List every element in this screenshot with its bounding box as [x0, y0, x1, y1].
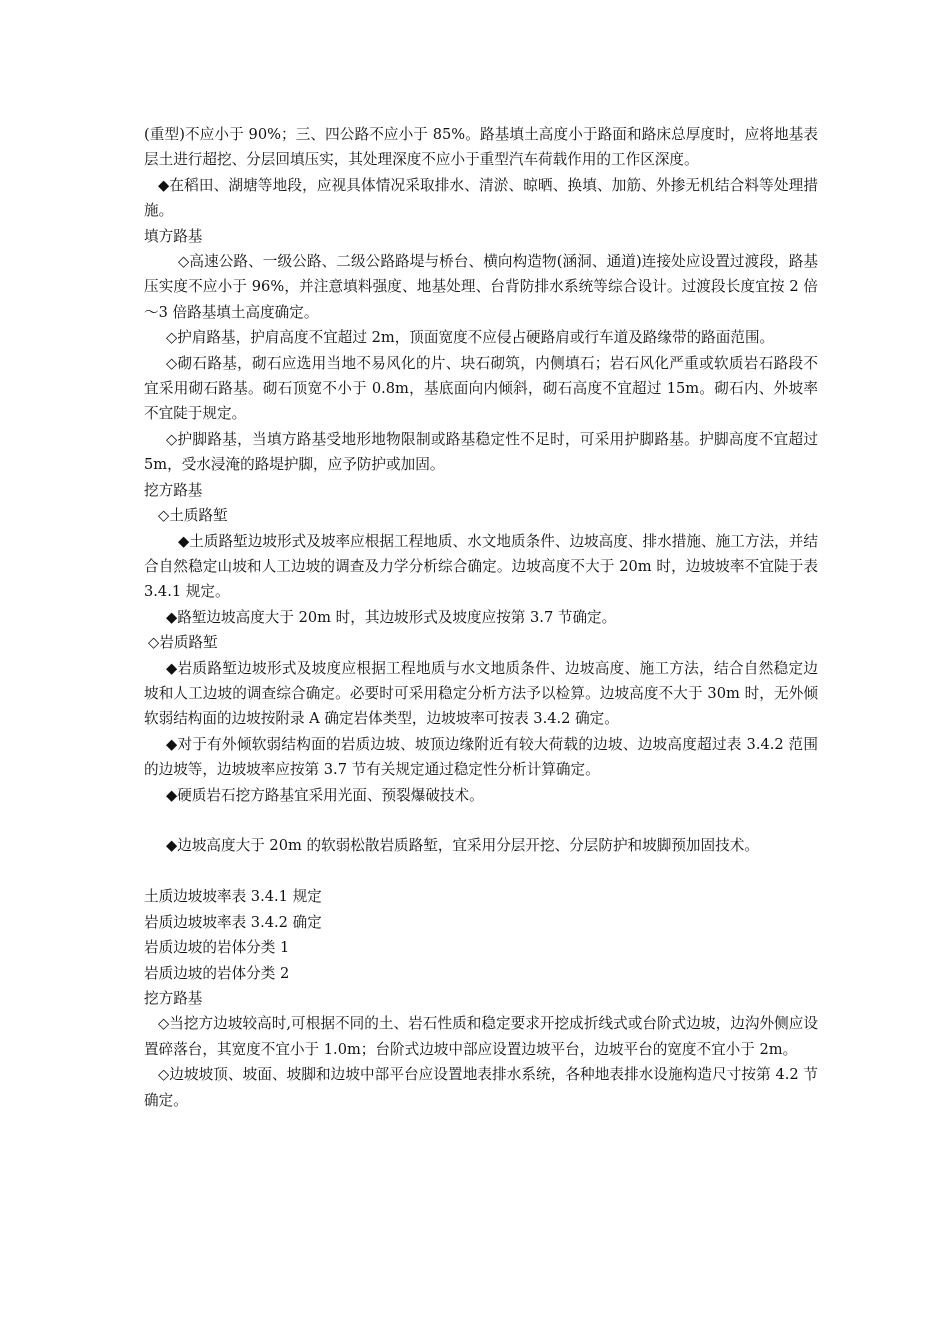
link-soil-slope-table: 土质边坡坡率表 3.4.1 规定: [144, 888, 322, 906]
paragraph-paddy-field-treatment: ◆在稻田、湖塘等地段，应视具体情况采取排水、清淤、晾晒、换填、加筋、外掺无机结合料等处理措施。: [144, 176, 818, 220]
heading-cut-subgrade-2: 挖方路基: [144, 990, 203, 1007]
paragraph-toe-protection-subgrade: ◇护脚路基，当填方路基受地形地物限制或路基稳定性不足时，可采用护脚路基。护脚高度不宜超过 5m，受水浸淹的路堤护脚，应予防护或加固。: [144, 430, 818, 474]
link-rock-mass-class-1: 岩质边坡的岩体分类 1: [144, 939, 290, 957]
link-rock-slope-table: 岩质边坡坡率表 3.4.2 确定: [144, 913, 322, 931]
blank-line: [144, 858, 818, 884]
paragraph-smooth-blasting: ◆硬质岩石挖方路基宜采用光面、预裂爆破技术。: [166, 786, 484, 804]
document-body: [144, 122, 818, 1113]
heading-fill-subgrade: 填方路基: [144, 227, 203, 245]
paragraph-surface-drainage: ◇边坡坡顶、坡面、坡脚和边坡中部平台应设置地表排水系统，各种地表排水设施构造尺寸按第 4.2 节确定。: [144, 1066, 818, 1109]
paragraph-compaction-requirements: (重型)不应小于 90%；三、四公路不应小于 85%。路基填土高度小于路面和路床总厚度时，应将地基表层土进行超挖、分层回填压实，其处理深度不应小于重型汽车荷载作用的工作区深度。: [144, 126, 818, 169]
paragraph-shoulder-subgrade: ◇护肩路基，护肩高度不宜超过 2m，顶面宽度不应侵占硬路肩或行车道及路缘带的路面范围。: [166, 329, 775, 347]
heading-cut-subgrade: 挖方路基: [144, 481, 203, 499]
paragraph-high-cut-slope: ◇当挖方边坡较高时,可根据不同的土、岩石性质和稳定要求开挖成折线式或台阶式边坡，边沟外侧应设置碎落台，其宽度不宜小于 1.0m；台阶式边坡中部应设置边坡平台，边坡平台的宽度不宜小于 2m。: [144, 1015, 818, 1058]
paragraph-soft-rock-cutting: ◆边坡高度大于 20m 的软弱松散岩质路堑，宜采用分层开挖、分层防护和坡脚预加固技术。: [166, 836, 759, 854]
link-rock-mass-class-2: 岩质边坡的岩体分类 2: [144, 964, 290, 982]
heading-soil-cutting: ◇土质路堑: [158, 507, 228, 525]
paragraph-cutting-height-over-20m: ◆路堑边坡高度大于 20m 时，其边坡形式及坡度应按第 3.7 节确定。: [166, 608, 617, 626]
heading-rock-cutting: ◇岩质路堑: [148, 634, 218, 652]
paragraph-weak-structural-plane: ◆对于有外倾软弱结构面的岩质边坡、坡顶边缘附近有较大荷载的边坡、边坡高度超过表 3.4.2 范围的边坡等，边坡坡率应按第 3.7 节有关规定通过稳定性分析计算确定。: [144, 735, 818, 779]
paragraph-soil-cutting-slope: ◆土质路堑边坡形式及坡率应根据工程地质、水文地质条件、边坡高度、排水措施、施工方法，并结合自然稳定山坡和人工边坡的调查及力学分析综合确定。边坡高度不大于 20m 时，边坡坡率不宜陡于表 3.4.1 规定。: [144, 532, 818, 601]
paragraph-transition-section: ◇高速公路、一级公路、二级公路路堤与桥台、横向构造物(涵洞、通道)连接处应设置过渡段，路基压实度不应小于 96%，并注意填料强度、地基处理、台背防排水系统等综合设计。过渡段长度宜按 2 倍～3 倍路基填土高度确定。: [144, 253, 818, 321]
blank-line: [144, 808, 818, 833]
paragraph-rock-cutting-slope: ◆岩质路堑边坡形式及坡度应根据工程地质与水文地质条件、边坡高度、施工方法，结合自然稳定边坡和人工边坡的调查综合确定。必要时可采用稳定分析方法予以检算。边坡高度不大于 30m 时，无外倾软弱结构面的边坡按附录 A 确定岩体类型，边坡坡率可按表 3.4.2 确定。: [144, 659, 818, 728]
paragraph-masonry-subgrade: ◇砌石路基，砌石应选用当地不易风化的片、块石砌筑，内侧填石；岩石风化严重或软质岩石路段不宜采用砌石路基。砌石顶宽不小于 0.8m，基底面向内倾斜，砌石高度不宜超过 15m。砌石内、外坡率不宜陡于规定。: [144, 354, 818, 423]
